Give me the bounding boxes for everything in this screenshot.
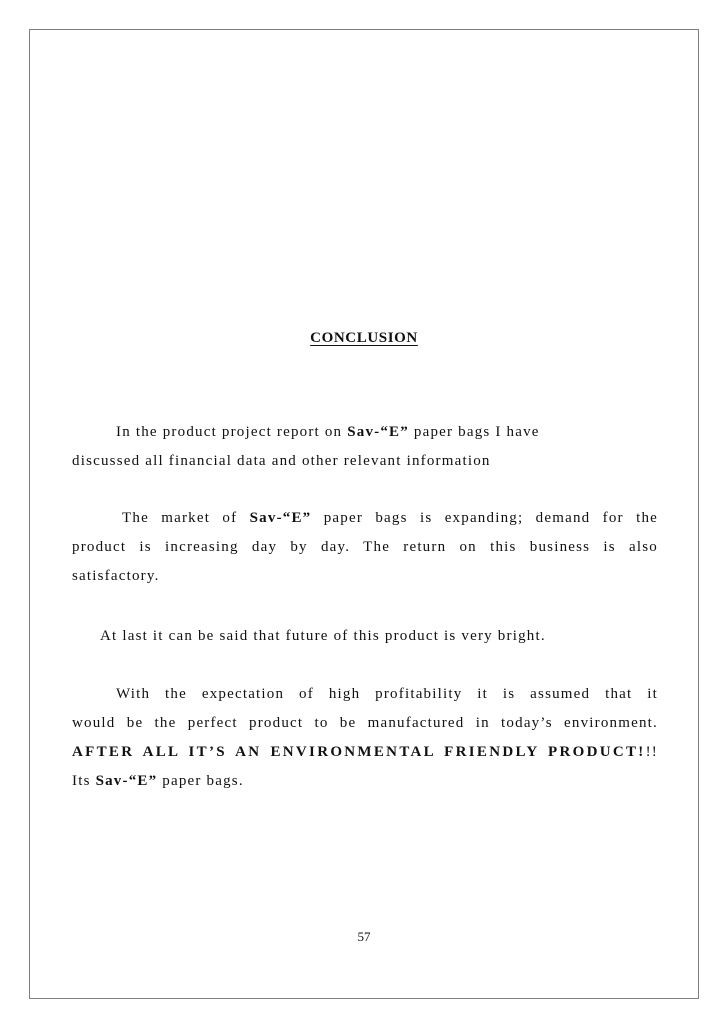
brand-name: Sav-“E” [347,424,409,440]
text-run: In the product project report on [116,424,348,440]
text-run: The market of [122,510,250,526]
paragraph-line [72,504,658,533]
text-run: !! [645,744,658,760]
brand-name: Sav-“E” [249,510,312,526]
paragraph-line: product is increasing day by day. The return on this business is also [72,539,658,555]
page-number: 57 [357,929,371,944]
text-run: paper bags is expanding; demand for the [311,510,659,526]
text-run: Its [72,773,96,789]
paragraph-line [72,418,658,447]
paragraph-line: discussed all financial data and other relevant information [72,453,491,469]
paragraph-summary [72,418,658,476]
text-run: paper bags. [157,773,244,789]
emphasis-text: AFTER ALL IT’S AN ENVIRONMENTAL FRIENDLY PRODUCT! [72,744,646,760]
text-run: paper bags I have [408,424,540,440]
paragraph-market [72,504,658,591]
conclusion-heading: CONCLUSION [310,330,418,346]
page-title [0,330,728,347]
paragraph-line: At last it can be said that future of this product is very bright. [100,628,546,644]
paragraph-line: would be the perfect product to be manufactured in today’s environment. [72,715,658,731]
paragraph-line: satisfactory. [72,568,160,584]
paragraph-profitability [72,680,658,796]
brand-name: Sav-“E” [95,773,158,789]
paragraph-line [72,767,658,796]
paragraph-line: With the expectation of high profitability it is assumed that it [116,686,658,702]
paragraph-line [72,738,658,767]
paragraph-future [72,622,658,651]
